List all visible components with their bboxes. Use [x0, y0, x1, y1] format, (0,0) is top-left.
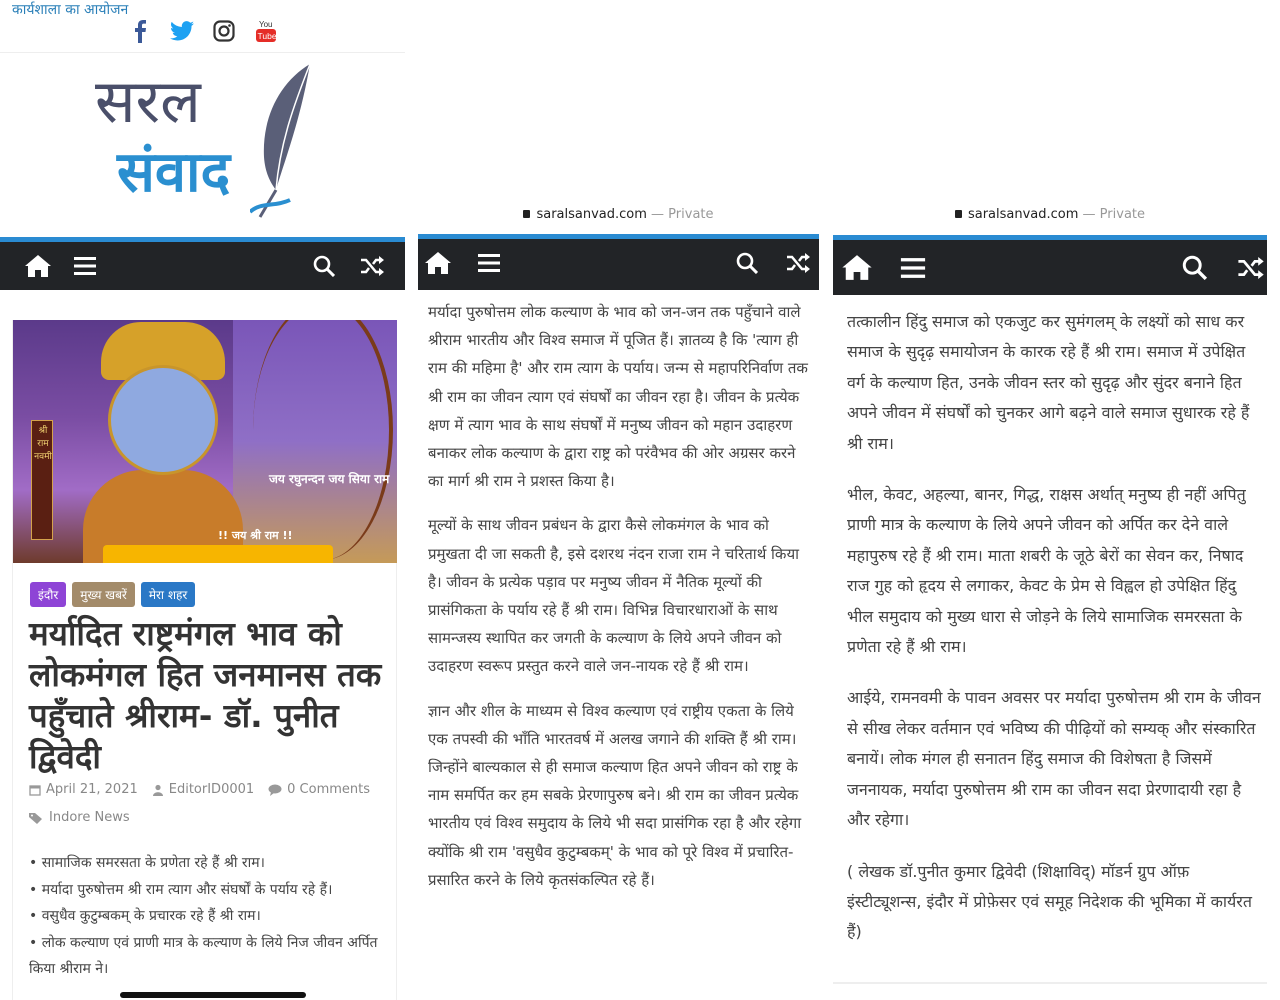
shuffle-icon[interactable] — [360, 256, 384, 276]
main-navbar — [833, 235, 1267, 295]
svg-text:You: You — [259, 20, 273, 29]
highlights-list — [29, 850, 389, 983]
search-icon[interactable] — [1182, 255, 1207, 280]
facebook-icon[interactable] — [128, 18, 152, 44]
browser-url-bar[interactable] — [833, 207, 1267, 227]
badge-indore[interactable]: इंदौर — [30, 582, 66, 607]
screenshot-panel-2 — [418, 207, 819, 1000]
badge-main-news[interactable]: मुख्य खबरें — [72, 582, 135, 607]
featured-image[interactable] — [13, 320, 397, 563]
list-item: • सामाजिक समरसता के प्रणेता रहे हैं श्री राम। — [29, 850, 389, 877]
main-navbar — [418, 234, 819, 290]
post-category[interactable] — [29, 810, 130, 825]
calendar-icon — [29, 784, 41, 796]
list-item: • लोक कल्याण एवं प्राणी मात्र के कल्याण के लिये निज जीवन अर्पित किया श्रीराम ने। — [29, 930, 389, 983]
lock-icon — [955, 210, 962, 218]
top-headline-link[interactable]: कार्यशाला का आयोजन — [12, 2, 129, 18]
article-body — [847, 307, 1261, 969]
lock-icon — [523, 210, 530, 218]
article-paragraph: मर्यादा पुरुषोत्तम लोक कल्याण के भाव को जन-जन तक पहुँचाने वाले श्रीराम भारतीय और विश्व समाज में पूजित हैं। ज्ञातव्य है कि 'त्याग ही राम की महिमा है' और राम त्याग के पर्याय। जन्म से महापरिनिर्वाण तक श्री राम का जीवन त्याग एवं संघर्षों का जीवन रहा है। जीवन के प्रत्येक क्षण में त्याग भाव के साथ संघर्षों में मनुष्य जीवन को महान उदाहरण बनाकर लोक कल्याण के द्वारा राष्ट्र को परंवैभव की ओर अग्रसर करने का मार्ग श्री राम ने प्रशस्त किया है। — [428, 303, 808, 491]
browser-url-bar[interactable] — [418, 207, 819, 227]
logo-text-line2: संवाद — [117, 139, 231, 205]
article-paragraph: भील, केवट, अहल्या, बानर, गिद्ध, राक्षस अर्थात् मनुष्य ही नहीं अपितु प्राणी मात्र के कल्याण के लिये अपने जीवन को अर्पित कर देने वाले महापुरुष रहे हैं श्री राम। माता शबरी के जूठे बेरों का सेवन कर, निषाद राज गुह को हृदय से लगाकर, केवट के प्रेम से विह्वल हो उपेक्षित हिंदु भील समुदाय को मुख्य धारा से जोड़ने के लिये सामाजिक समरसता के प्रणेता रहे हैं श्री राम। — [847, 485, 1246, 657]
logo-text-line1: सरल — [95, 67, 201, 137]
article-body — [428, 298, 812, 910]
list-item: • वसुधैव कुटुम्बकम् के प्रचारक रहे हैं श्री राम। — [29, 903, 389, 930]
youtube-icon[interactable] — [254, 18, 278, 44]
post-date[interactable] — [29, 782, 138, 797]
hero-side-strip — [31, 420, 53, 540]
shuffle-icon[interactable] — [786, 253, 810, 273]
svg-text:Tube: Tube — [257, 31, 277, 41]
instagram-icon[interactable] — [212, 18, 236, 44]
url-text: saralsanvad.com — [536, 207, 647, 222]
article-card — [12, 320, 397, 1000]
screenshot-panel-3 — [833, 207, 1267, 1000]
menu-icon[interactable] — [478, 253, 500, 273]
post-author[interactable] — [152, 782, 254, 797]
list-item: • मर्यादा पुरुषोत्तम श्री राम त्याग और संघर्षों के पर्याय रहे हैं। — [29, 877, 389, 904]
private-label: — Private — [646, 207, 714, 222]
twitter-icon[interactable] — [170, 18, 194, 44]
comment-icon — [268, 784, 282, 796]
article-paragraph: मूल्यों के साथ जीवन प्रबंधन के द्वारा कैसे लोकमंगल के भाव को प्रमुखता दी जा सकती है, इसे दशरथ नंदन राजा राम ने चरितार्थ किया है। जीवन के प्रत्येक पड़ाव पर मनुष्य जीवन में नैतिक मूल्यों की प्रासंगिकता के पर्याय रहे हैं श्री राम। विभिन्न विचारधाराओं के साथ सामन्जस्य स्थापित कर जगती के कल्याण के लिये अपने जीवन को उदाहरण स्वरूप प्रस्तुत करने वाले जन-नायक रहे हैं श्री राम। — [428, 516, 800, 676]
article-meta — [29, 782, 370, 797]
divider — [833, 982, 1267, 984]
article-paragraph: ज्ञान और शील के माध्यम से विश्व कल्याण एवं राष्ट्रीय एकता के लिये एक तपस्वी की भाँति भारतवर्ष में अलख जगाने की शक्ति हैं श्री राम। जिन्होंने बाल्यकाल से ही समाज कल्याण हित अपने जीवन को राष्ट्र के नाम समर्पित कर हम सबके प्रेरणापुरुष बने। श्री राम का जीवन प्रत्येक भारतीय एवं विश्व समुदाय के लिये भी सदा प्रासंगिक रहा है और रहेगा क्योंकि श्री राम 'वसुधैव कुटुम्बकम्' के भाव को पूरे विश्व में प्रचारित-प्रसारित करने के लिये कृतसंकल्पित रहे हैं। — [428, 701, 802, 889]
category-badges — [30, 582, 195, 607]
screenshot-panel-1 — [0, 0, 405, 1000]
home-icon[interactable] — [424, 251, 452, 275]
home-icon[interactable] — [24, 254, 52, 278]
post-date-text: April 21, 2021 — [46, 782, 138, 797]
post-comments-text: 0 Comments — [287, 782, 371, 797]
badge-my-city[interactable]: मेरा शहर — [141, 582, 195, 607]
user-icon — [152, 784, 164, 796]
post-comments[interactable] — [268, 782, 370, 797]
post-category-text: Indore News — [49, 810, 130, 825]
url-text: saralsanvad.com — [967, 207, 1079, 222]
menu-icon[interactable] — [900, 257, 926, 279]
home-icon[interactable] — [841, 254, 873, 281]
search-icon[interactable] — [736, 252, 758, 274]
menu-icon[interactable] — [74, 256, 96, 276]
shuffle-icon[interactable] — [1237, 257, 1264, 279]
private-label: — Private — [1078, 207, 1146, 222]
quill-feather-icon — [250, 62, 320, 222]
author-note: ( लेखक डॉ.पुनीत कुमार द्विवेदी (शिक्षाविद्) मॉडर्न ग्रुप ऑफ़ इंस्टीट्यूशन्स, इंदौर में प्रोफ़ेसर एवं समूह निदेशक की भूमिका में कार्यरत हैं) — [847, 861, 1252, 942]
tag-icon — [29, 812, 43, 824]
hero-caption: जय रघुनन्दन जय सिया राम — [269, 472, 390, 486]
hero-caption-2: !! जय श्री राम !! — [218, 529, 293, 542]
post-author-text: EditorID0001 — [168, 782, 255, 797]
social-links — [128, 18, 278, 44]
article-paragraph: आईये, रामनवमी के पावन अवसर पर मर्यादा पुरुषोत्तम श्री राम के जीवन से सीख लेकर वर्तमान एवं भविष्य की पीढ़ियों को सम्यक् और संस्कारित बनायें। लोक मंगल ही सनातन हिंदु समाज की विशेषता है जिसमें जननायक, मर्यादा पुरुषोत्तम श्री राम का जीवन सदा प्रेरणादायी रहा है और रहेगा। — [847, 688, 1261, 830]
divider — [0, 52, 405, 53]
home-indicator[interactable] — [120, 992, 306, 998]
main-navbar — [0, 237, 405, 290]
hero-strip-text: श्री राम नवमी — [34, 426, 52, 462]
article-paragraph: तत्कालीन हिंदु समाज को एकजुट कर सुमंगलम् के लक्ष्यों को साध कर समाज के सुदृढ़ समायोजन के कारक रहे हैं श्री राम। समाज में उपेक्षित वर्ग के कल्याण हित, उनके जीवन स्तर को सुदृढ़ और सुंदर बनाने हित अपने जीवन में संघर्षों को चुनकर आगे बढ़ने वाले समाज सुधारक रहे हैं श्री राम। — [847, 312, 1250, 453]
site-logo[interactable] — [95, 62, 330, 222]
article-title: मर्यादित राष्ट्रमंगल भाव को लोकमंगल हित जनमानस तक पहुँचाते श्रीराम- डॉ. पुनीत द्विवेदी — [29, 614, 382, 776]
search-icon[interactable] — [313, 255, 335, 277]
